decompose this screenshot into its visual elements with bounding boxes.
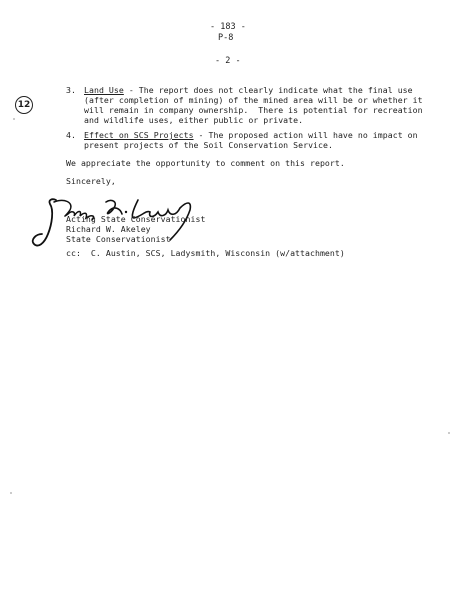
sub-page-number: - 2 -: [215, 56, 241, 66]
item-line: present projects of the Soil Conservation Service.: [84, 140, 333, 150]
item-line: [84, 130, 418, 141]
item-line: (after completion of mining) of the mined area will be or whether it: [84, 95, 423, 105]
scan-speck: [10, 492, 12, 494]
page-code: P-8: [218, 33, 234, 43]
cc-line: cc: C. Austin, SCS, Ladysmith, Wisconsin (w/attachment): [66, 248, 345, 258]
item-line: and wildlife uses, either public or private.: [84, 115, 304, 125]
circled-margin-note: 12: [15, 96, 33, 114]
item-text: - The report does not clearly indicate what the final use: [123, 85, 413, 95]
item-line: [84, 85, 413, 96]
item-number: 3.: [66, 85, 76, 95]
scan-speck: [13, 118, 15, 120]
signer-name: Richard W. Akeley: [66, 224, 151, 234]
salutation: Sincerely,: [66, 176, 116, 186]
acting-title-line: Acting State Conservationist: [66, 214, 206, 224]
item-title: Land Use: [84, 85, 124, 95]
item-text: - The proposed action will have no impact on: [193, 130, 418, 140]
scan-speck: [448, 432, 450, 434]
appreciation-line: We appreciate the opportunity to comment on this report.: [66, 158, 345, 168]
item-line: will remain in company ownership. There is potential for recreation: [84, 105, 423, 115]
page-number: - 183 -: [210, 22, 246, 32]
item-title: Effect on SCS Projects: [84, 130, 194, 140]
signer-title: State Conservationist: [66, 234, 171, 244]
item-number: 4.: [66, 130, 76, 140]
